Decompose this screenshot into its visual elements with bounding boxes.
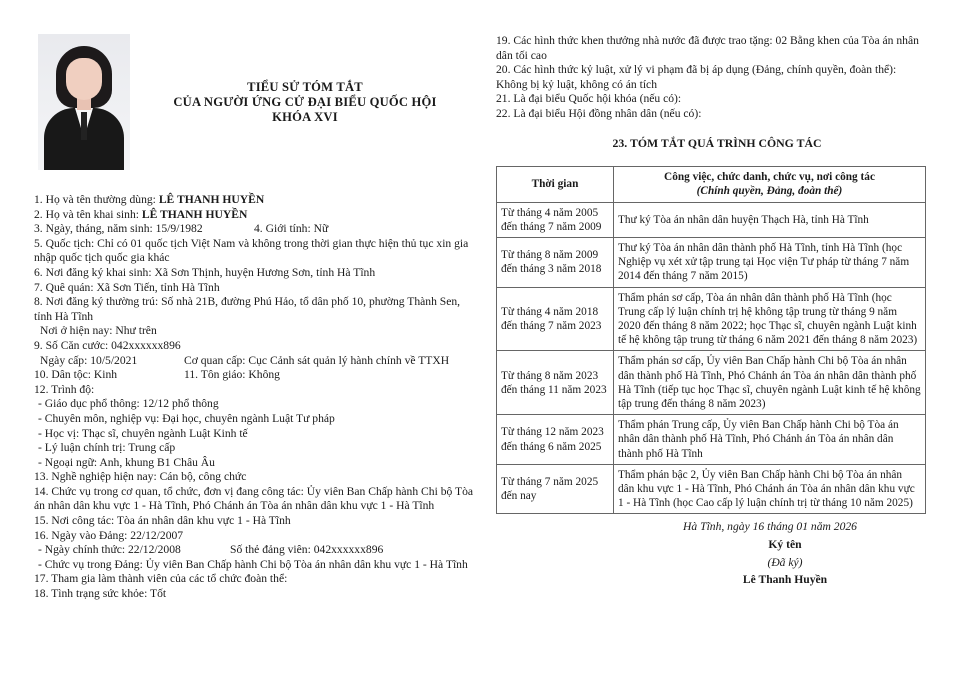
info-religion: 11. Tôn giáo: Không [184, 368, 280, 382]
work-history-title: 23. TÓM TẮT QUÁ TRÌNH CÔNG TÁC [612, 135, 822, 150]
info-party-official-date: - Ngày chính thức: 22/12/2008 [38, 543, 181, 557]
table-cell-time: Từ tháng 12 năm 2023 đến tháng 6 năm 2025 [497, 415, 614, 465]
table-row [497, 237, 926, 287]
info-academic-degree: - Học vị: Thạc sĩ, chuyên ngành Luật Kinh tế [38, 426, 248, 440]
signature-signed-note: (Đã ký) [767, 555, 803, 569]
table-row [497, 287, 926, 351]
info-party-official-row [34, 543, 474, 558]
table-row [497, 202, 926, 237]
table-header-job-line1: Công việc, chức danh, chức vụ, nơi công tác [664, 171, 875, 184]
info-occupation: 13. Nghề nghiệp hiện nay: Cán bộ, công chức [34, 470, 247, 484]
info-awards: 19. Các hình thức khen thưởng nhà nước đã được trao tặng: 02 Bằng khen của Tòa án nhân dân tối cao [496, 34, 919, 62]
info-discipline: 20. Các hình thức kỷ luật, xử lý vi phạm đã bị áp dụng (Đảng, chính quyền, đoàn thể): Không bị kỷ luật, không có án tích [496, 63, 897, 91]
table-cell-job: Thư ký Tòa án nhân dân thành phố Hà Tĩnh, tỉnh Hà Tĩnh (học Nghiệp vụ xét xử tập trung tại Học viện Tư pháp từ tháng 7 năm 2014 đến tháng 7 năm 2015) [614, 237, 926, 287]
info-professional-education: - Chuyên môn, nghiệp vụ: Đại học, chuyên ngành Luật Tư pháp [38, 411, 335, 425]
right-column [496, 34, 928, 514]
info-id-issue-row [34, 354, 474, 369]
info-political-theory: - Lý luận chính trị: Trung cấp [38, 441, 176, 455]
info-party-position: - Chức vụ trong Đảng: Ủy viên Ban Chấp hành Chi bộ Tòa án nhân dân khu vực 1 - Hà Tĩnh [38, 557, 468, 571]
work-history-table [496, 166, 926, 514]
signature-name: Lê Thanh Huyền [742, 573, 828, 587]
title-line-1: TIỂU SỬ TÓM TẮT [247, 80, 363, 94]
info-nationality: 5. Quốc tịch: Chỉ có 01 quốc tịch Việt Nam và không trong thời gian thực hiện thủ tục xin gia nhập quốc tịch quốc gia khác [34, 236, 469, 265]
info-workplace: 15. Nơi công tác: Tòa án nhân dân khu vực 1 - Hà Tĩnh [34, 514, 291, 528]
table-header-row [497, 167, 926, 202]
info-party-join-date: 16. Ngày vào Đảng: 22/12/2007 [34, 528, 184, 542]
info-birth-name-label: 2. Họ và tên khai sinh: [34, 207, 142, 221]
title-line-2: CỦA NGƯỜI ỨNG CỬ ĐẠI BIỂU QUỐC HỘI [173, 95, 437, 110]
signature-place-date: Hà Tĩnh, ngày 16 tháng 01 năm 2026 [683, 520, 857, 533]
info-id-number: 9. Số Căn cước: 042xxxxxx896 [34, 338, 181, 352]
table-cell-time: Từ tháng 4 năm 2018 đến tháng 7 năm 2023 [497, 287, 614, 351]
table-cell-job: Thẩm phán sơ cấp, Tòa án nhân dân thành phố Hà Tĩnh (học Trung cấp lý luận chính trị hệ không tập trung từ tháng 9 năm 2020 đến tháng 8 năm 2022; học Thạc sĩ, chuyên ngành Luật kinh tế hệ không tập trung từ tháng 6 năm 2021 đến tháng 8 năm 2023) [614, 287, 926, 351]
info-health-status: 18. Tình trạng sức khỏe: Tốt [34, 587, 167, 601]
info-dob-gender-row [34, 222, 474, 237]
table-cell-time: Từ tháng 4 năm 2005 đến tháng 7 năm 2009 [497, 202, 614, 237]
table-cell-job: Thư ký Tòa án nhân dân huyện Thạch Hà, tỉnh Hà Tĩnh [614, 202, 926, 237]
title-line-3: KHÓA XVI [272, 110, 338, 125]
info-organizations: 17. Tham gia làm thành viên của các tổ chức đoàn thể: [34, 572, 288, 586]
table-cell-time: Từ tháng 8 năm 2023 đến tháng 11 năm 2023 [497, 351, 614, 415]
info-foreign-language: - Ngoại ngữ: Anh, khung B1 Châu Âu [38, 455, 215, 469]
document-title [140, 80, 470, 126]
info-current-residence: Nơi ở hiện nay: Như trên [40, 324, 157, 338]
table-header-job-line2: (Chính quyền, Đảng, đoàn thể) [696, 185, 843, 198]
personal-info-section [34, 193, 474, 602]
info-ethnicity-religion-row [34, 368, 474, 383]
info-id-issue-date: Ngày cấp: 10/5/2021 [40, 353, 138, 367]
info-common-name [34, 193, 474, 208]
table-cell-time: Từ tháng 8 năm 2009 đến tháng 3 năm 2018 [497, 237, 614, 287]
table-row [497, 351, 926, 415]
info-hometown: 7. Quê quán: Xã Sơn Tiến, tỉnh Hà Tĩnh [34, 280, 220, 294]
info-gender: 4. Giới tính: Nữ [254, 222, 329, 236]
signature-label: Ký tên [768, 537, 802, 551]
info-education-heading: 12. Trình độ: [34, 382, 95, 396]
table-header-time: Thời gian [497, 167, 614, 202]
info-general-education: - Giáo dục phổ thông: 12/12 phổ thông [38, 397, 219, 411]
table-row [497, 415, 926, 465]
info-permanent-residence: 8. Nơi đăng ký thường trú: Số nhà 21B, đường Phú Hảo, tổ dân phố 10, phường Thành Sen, tỉnh Hà Tĩnh [34, 295, 461, 323]
table-cell-job: Thẩm phán Trung cấp, Ủy viên Ban Chấp hành Chi bộ Tòa án nhân dân thành phố Hà Tĩnh, Phó Chánh án Tòa án nhân dân thành phố Hà Tĩnh [614, 415, 926, 465]
info-national-assembly-delegate: 21. Là đại biểu Quốc hội khóa (nếu có): [496, 92, 682, 106]
info-birth-name-value: LÊ THANH HUYỀN [141, 207, 248, 221]
info-id-issuer: Cơ quan cấp: Cục Cảnh sát quản lý hành chính về TTXH [184, 353, 450, 367]
table-cell-job: Thẩm phán bậc 2, Ủy viên Ban Chấp hành Chi bộ Tòa án nhân dân khu vực 1 - Hà Tĩnh, Phó Chánh án Tòa án nhân dân khu vực 1 - Hà Tĩnh (học Cao cấp lý luận chính trị từ tháng 10 năm 2025) [614, 464, 926, 514]
info-common-name-value: LÊ THANH HUYỀN [158, 193, 265, 206]
table-header-job [614, 167, 926, 202]
info-party-card-number: Số thẻ đảng viên: 042xxxxxx896 [230, 543, 384, 557]
info-current-position: 14. Chức vụ trong cơ quan, tổ chức, đơn vị đang công tác: Ủy viên Ban Chấp hành Chi bộ Tòa án nhân dân khu vực 1 - Hà Tĩnh, Phó Chánh án Tòa án nhân dân khu vực 1 - Hà Tĩnh [34, 484, 474, 513]
info-ethnicity: 10. Dân tộc: Kinh [34, 368, 118, 382]
table-cell-job: Thẩm phán sơ cấp, Ủy viên Ban Chấp hành Chi bộ Tòa án nhân dân thành phố Hà Tĩnh, Phó Chánh án Tòa án nhân dân thành phố Hà Tĩnh (tiếp tục học Thạc sĩ, chuyên ngành Luật kinh tế hệ không tập trung đến tháng 8 năm 2023) [614, 351, 926, 415]
table-cell-time: Từ tháng 7 năm 2025 đến nay [497, 464, 614, 514]
info-date-of-birth: 3. Ngày, tháng, năm sinh: 15/9/1982 [34, 222, 203, 236]
info-common-name-label: 1. Họ và tên thường dùng: [34, 193, 159, 206]
info-birth-registration: 6. Nơi đăng ký khai sinh: Xã Sơn Thịnh, huyện Hương Sơn, tỉnh Hà Tĩnh [34, 265, 376, 279]
info-peoples-council-delegate: 22. Là đại biểu Hội đồng nhân dân (nếu có): [496, 106, 702, 120]
table-row [497, 464, 926, 514]
info-birth-name [34, 208, 474, 223]
signature-block [683, 518, 870, 589]
candidate-portrait-photo [38, 34, 130, 170]
